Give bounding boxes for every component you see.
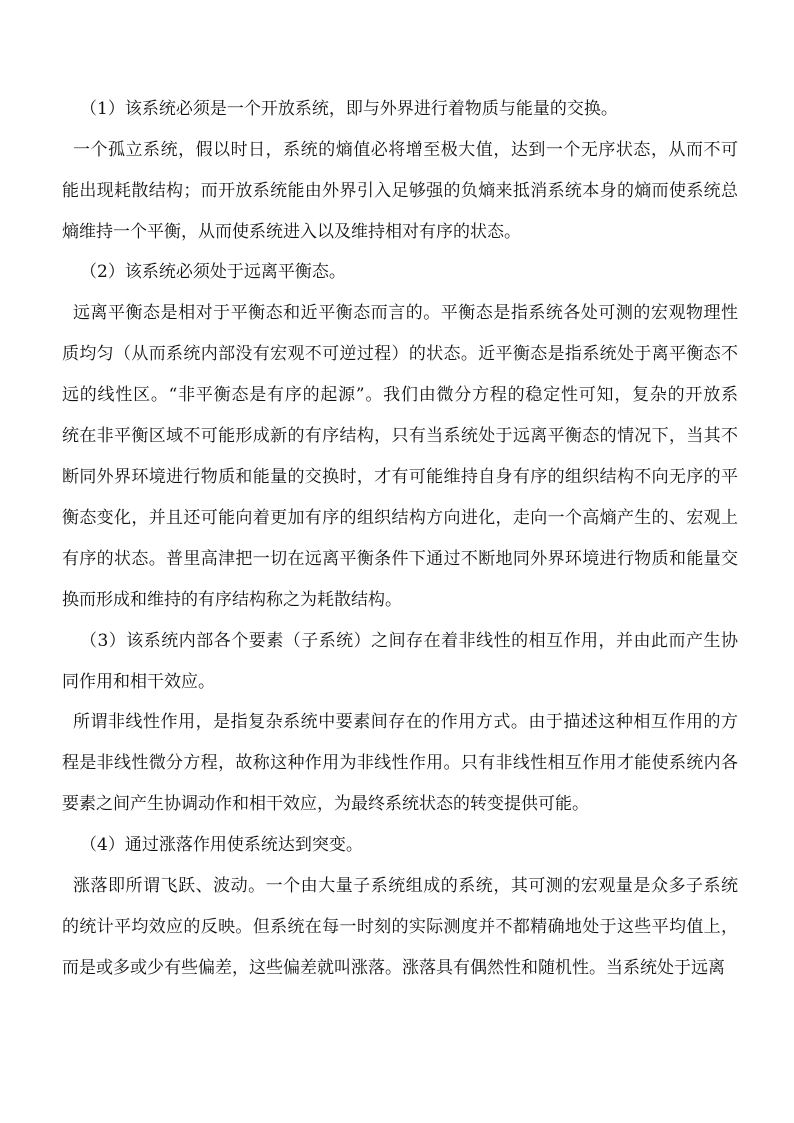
paragraph-line: 能出现耗散结构；而开放系统能由外界引入足够强的负熵来抵消系统本身的熵而使系统总 <box>62 181 738 201</box>
paragraph-line: 换而形成和维持的有序结构称之为耗散结构。 <box>62 590 402 610</box>
paragraph-line: 远的线性区。“非平衡态是有序的起源”。我们由微分方程的稳定性可知，复杂的开放系 <box>62 385 738 405</box>
paragraph-line: 熵维持一个平衡，从而使系统进入以及维持相对有序的状态。 <box>62 222 521 242</box>
paragraph-line: 断同外界环境进行物质和能量的交换时，才有可能维持自身有序的组织结构不向无序的平 <box>62 467 738 487</box>
paragraph-line: 涨落即所谓飞跃、波动。一个由大量子系统组成的系统，其可测的宏观量是众多子系统 <box>73 876 738 896</box>
paragraph-line: 要素之间产生协调动作和相干效应，为最终系统状态的转变提供可能。 <box>62 794 589 814</box>
paragraph-line: 远离平衡态是相对于平衡态和近平衡态而言的。平衡态是指系统各处可测的宏观物理性 <box>73 303 738 323</box>
paragraph-line: 质均匀（从而系统内部没有宏观不可逆过程）的状态。近平衡态是指系统处于离平衡态不 <box>62 344 738 364</box>
paragraph-line: 所谓非线性作用，是指复杂系统中要素间存在的作用方式。由于描述这种相互作用的方 <box>73 712 738 732</box>
list-item-line: （2）该系统必须处于远离平衡态。 <box>80 262 346 282</box>
paragraph-line: 的统计平均效应的反映。但系统在每一时刻的实际测度并不都精确地处于这些平均值上， <box>62 917 738 937</box>
paragraph-line: 衡态变化，并且还可能向着更加有序的组织结构方向进化，走向一个高熵产生的、宏观上 <box>62 508 738 528</box>
list-item-line: 同作用和相干效应。 <box>62 672 215 692</box>
paragraph-line: 有序的状态。普里高津把一切在远离平衡条件下通过不断地同外界环境进行物质和能量交 <box>62 549 738 569</box>
paragraph-line: 程是非线性微分方程，故称这种作用为非线性作用。只有非线性相互作用才能使系统内各 <box>62 753 738 773</box>
paragraph-line: 而是或多或少有些偏差，这些偏差就叫涨落。涨落具有偶然性和随机性。当系统处于远离 <box>62 958 725 978</box>
list-item-line: （4）通过涨落作用使系统达到突变。 <box>80 835 363 855</box>
list-item-line: （3）该系统内部各个要素（子系统）之间存在着非线性的相互作用，并由此而产生协 <box>80 631 738 651</box>
list-item-line: （1）该系统必须是一个开放系统，即与外界进行着物质与能量的交换。 <box>80 99 618 119</box>
paragraph-line: 统在非平衡区域不可能形成新的有序结构，只有当系统处于远离平衡态的情况下，当其不 <box>62 426 738 446</box>
paragraph-line: 一个孤立系统，假以时日，系统的熵值必将增至极大值，达到一个无序状态，从而不可 <box>73 140 738 160</box>
